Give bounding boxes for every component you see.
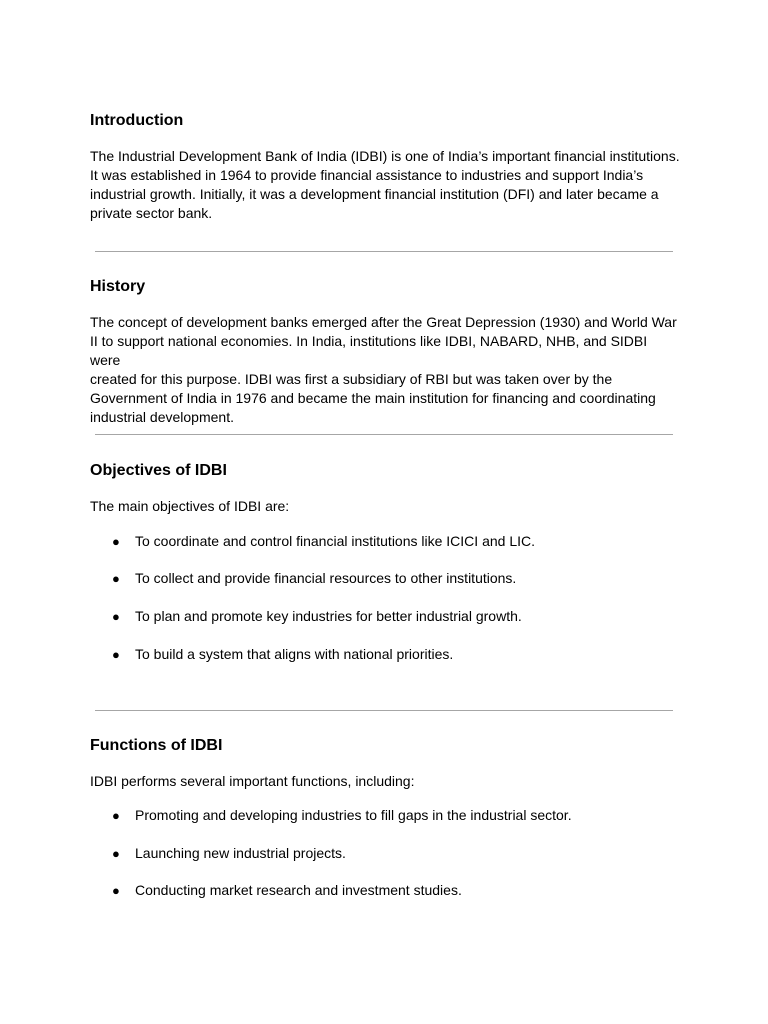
bullet-icon: ●	[112, 534, 120, 549]
introduction-paragraph	[90, 147, 680, 223]
history-paragraph	[90, 313, 680, 427]
paragraph-line: IDBI performs several important functions, including:	[90, 773, 415, 789]
section-heading-history: History	[90, 278, 146, 295]
bullet-icon: ●	[112, 883, 120, 898]
bullet-icon: ●	[112, 609, 120, 624]
section-divider	[95, 434, 673, 435]
list-item-text: Conducting market research and investment studies.	[135, 882, 462, 898]
list-item-text: To plan and promote key industries for better industrial growth.	[135, 608, 522, 624]
list-item-text: Launching new industrial projects.	[135, 845, 346, 861]
bullet-icon: ●	[112, 846, 120, 861]
section-objectives	[90, 461, 680, 481]
paragraph-line: industrial growth. Initially, it was a development financial institution (DFI) and later became a	[90, 186, 659, 202]
objectives-intro	[90, 497, 680, 516]
list-item-text: Promoting and developing industries to fill gaps in the industrial sector.	[135, 807, 572, 823]
paragraph-line: II to support national economies. In India, institutions like IDBI, NABARD, NHB, and SIDBI were	[90, 333, 648, 368]
list-item-text: To coordinate and control financial institutions like ICICI and LIC.	[135, 533, 535, 549]
paragraph-line: The main objectives of IDBI are:	[90, 498, 290, 514]
list-item-text: To build a system that aligns with national priorities.	[135, 646, 454, 662]
section-functions	[90, 736, 680, 756]
bullet-icon: ●	[112, 808, 120, 823]
section-divider	[95, 251, 673, 252]
paragraph-line: industrial development.	[90, 409, 234, 425]
paragraph-line: It was established in 1964 to provide financial assistance to industries and support India’s	[90, 167, 644, 183]
paragraph-line: The concept of development banks emerged after the Great Depression (1930) and World War	[90, 314, 677, 330]
section-divider	[95, 710, 673, 711]
paragraph-line: private sector bank.	[90, 205, 213, 221]
list-item-text: To collect and provide financial resources to other institutions.	[135, 570, 517, 586]
section-heading-functions: Functions of IDBI	[90, 737, 223, 754]
section-history	[90, 277, 680, 297]
section-heading-objectives: Objectives of IDBI	[90, 462, 227, 479]
section-heading-introduction: Introduction	[90, 112, 184, 129]
section-introduction	[90, 111, 680, 131]
bullet-icon: ●	[112, 647, 120, 662]
paragraph-line: created for this purpose. IDBI was first a subsidiary of RBI but was taken over by the	[90, 371, 613, 387]
bullet-icon: ●	[112, 571, 120, 586]
functions-intro	[90, 772, 680, 791]
paragraph-line: Government of India in 1976 and became the main institution for financing and coordinating	[90, 390, 656, 406]
paragraph-line: The Industrial Development Bank of India (IDBI) is one of India’s important financial institutions.	[90, 148, 680, 164]
